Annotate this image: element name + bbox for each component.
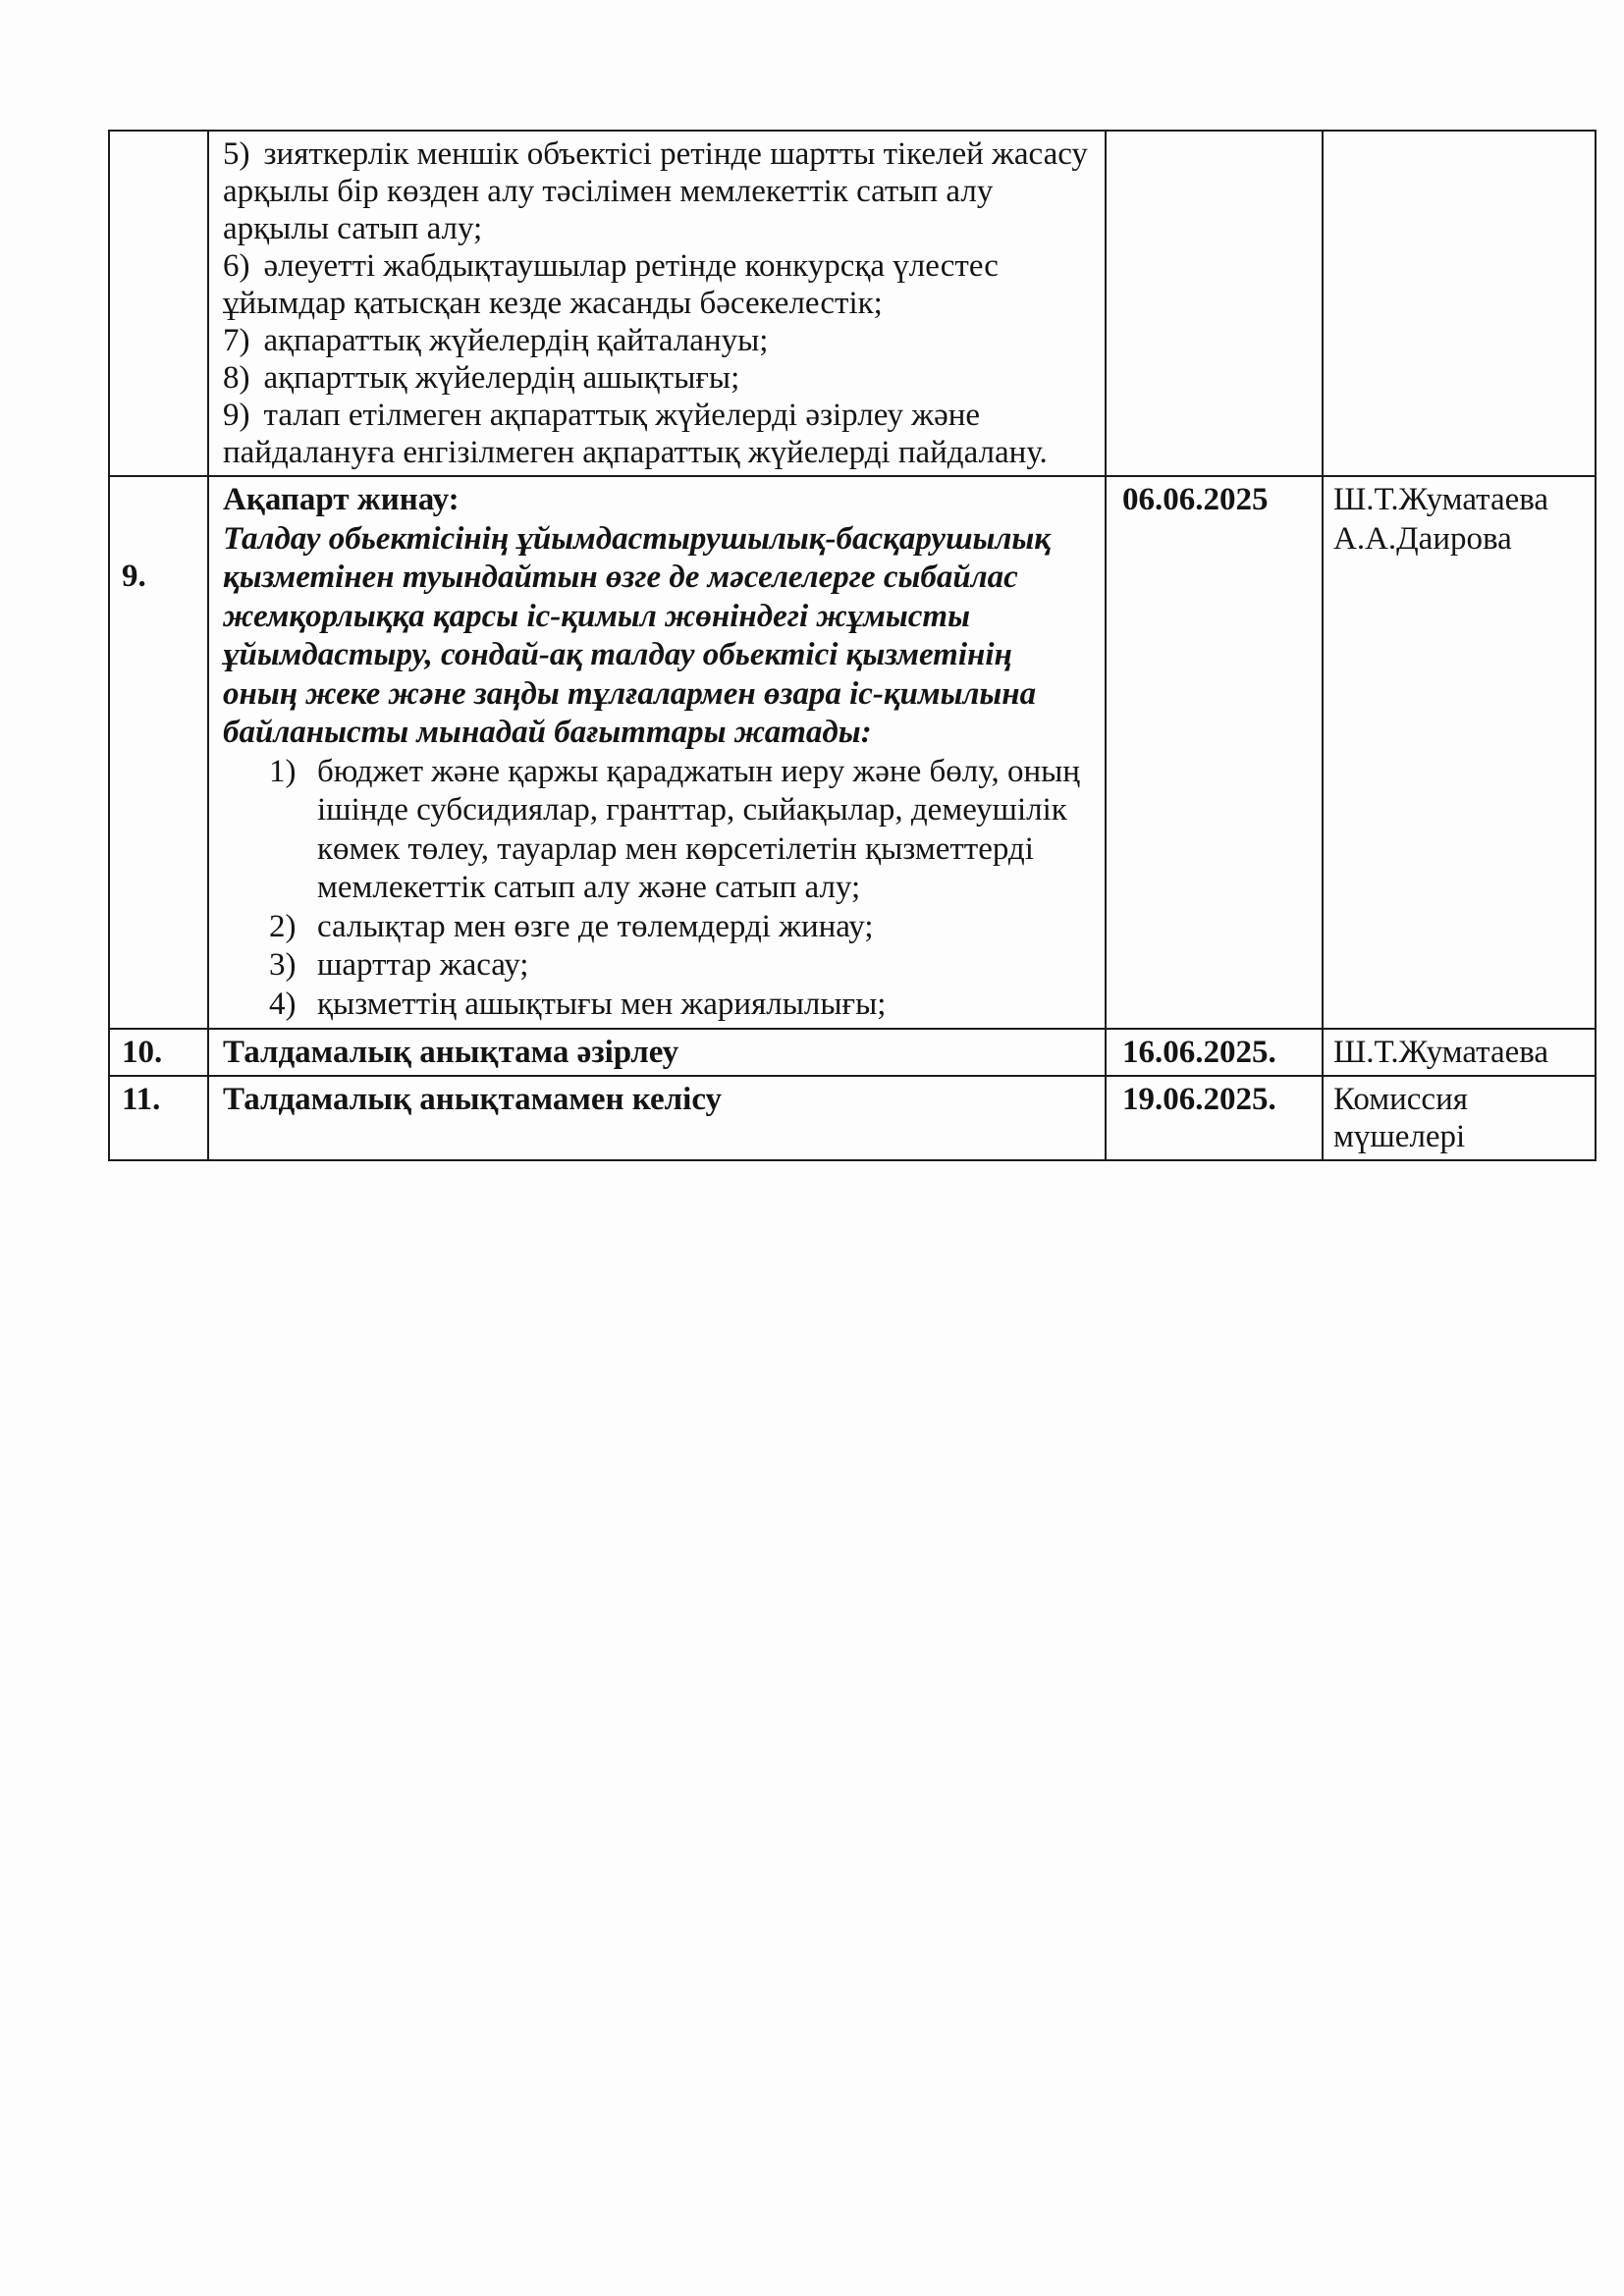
- list-item: [269, 908, 1093, 947]
- table-row: [109, 1076, 1596, 1160]
- list-item-label: 1): [269, 753, 297, 789]
- responsible-person: А.А.Даирова: [1333, 520, 1512, 557]
- responsible-person: Комиссия мүшелері: [1333, 1082, 1468, 1154]
- row-responsible-cell: [1323, 1029, 1596, 1076]
- row-date-cell: 19.06.2025.: [1106, 1076, 1323, 1160]
- row-content-cell: [208, 131, 1106, 476]
- list-item: [223, 359, 1093, 397]
- responsible-person: Ш.Т.Жуматаева: [1333, 482, 1549, 517]
- list-item-label: 6): [223, 248, 250, 284]
- row-responsible-cell: [1323, 1076, 1596, 1160]
- list-item-label: 9): [223, 398, 250, 433]
- list-item-label: 4): [269, 986, 297, 1022]
- row-responsible-cell: [1323, 476, 1596, 1029]
- list-item: [269, 986, 1093, 1025]
- row-number-cell: 11.: [109, 1076, 208, 1160]
- row-number-cell: [109, 131, 208, 476]
- list-item: [223, 397, 1093, 471]
- list-item: [223, 135, 1093, 247]
- row-description: Талдау обьектісінің ұйымдастырушылық-басқарушылық қызметінен туындайтын өзге де мәселелерге сыбайлас жемқорлыққа қарсы іс-қимыл жөніндегі жұмысты ұйымдастыру, сондай-ақ талдау обьектісі қызметінің оның жеке және заңды тұлғалармен өзара іс-қимылына байланысты мынадай бағыттары жатады:: [223, 520, 1052, 750]
- row-date-cell: [1106, 131, 1323, 476]
- responsible-person: Ш.Т.Жуматаева: [1333, 1035, 1549, 1070]
- list-item: [269, 753, 1093, 908]
- list-item-text: талап етілмеген ақпараттық жүйелерді әзірлеу және пайдалануға енгізілмеген ақпараттық жүйелерді пайдалану.: [223, 398, 1048, 470]
- list-item: [223, 322, 1093, 359]
- row-number-cell: 9.: [109, 476, 208, 1029]
- row-responsible-cell: [1323, 131, 1596, 476]
- list-item-text: бюджет және қаржы қараджатын иеру және бөлу, оның ішінде субсидиялар, гранттар, сыйақылар, демеушілік көмек төлеу, тауарлар мен көрсетілетін қызметтерді мемлекеттік сатып алу және сатып алу;: [317, 753, 1080, 905]
- document-page: [108, 130, 1595, 1161]
- list-item-text: зияткерлік меншік объектісі ретінде шартты тікелей жасасу арқылы бір көзден алу тәсілімен мемлекеттік сатып алу арқылы сатып алу;: [223, 136, 1088, 246]
- row-title: Талдамалық анықтама әзірлеу: [208, 1029, 1106, 1076]
- row-title: Ақапарт жинау:: [223, 482, 460, 517]
- list-item-label: 8): [223, 360, 250, 396]
- row-title: Талдамалық анықтамамен келісу: [208, 1076, 1106, 1160]
- list-item-text: қызметтің ашықтығы мен жариялылығы;: [317, 986, 887, 1022]
- list-item-text: ақпарттық жүйелердің ашықтығы;: [263, 360, 740, 396]
- schedule-table: [108, 130, 1597, 1161]
- table-row: [109, 131, 1596, 476]
- list-item-text: ақпараттық жүйелердің қайталануы;: [263, 323, 769, 358]
- row-content-cell: [208, 476, 1106, 1029]
- list-item: [269, 946, 1093, 986]
- list-item-label: 7): [223, 323, 250, 358]
- list-item-text: салықтар мен өзге де төлемдерді жинау;: [317, 908, 874, 944]
- table-row: [109, 1029, 1596, 1076]
- list-item-label: 5): [223, 136, 250, 172]
- table-row: [109, 476, 1596, 1029]
- row-number-cell: 10.: [109, 1029, 208, 1076]
- list-item-label: 2): [269, 908, 297, 944]
- list-item-label: 3): [269, 947, 297, 983]
- list-item-text: шарттар жасау;: [317, 947, 529, 983]
- list-item: [223, 247, 1093, 322]
- list-item-text: әлеуетті жабдықтаушылар ретінде конкурсқа үлестес ұйымдар қатысқан кезде жасанды бәсекелестік;: [223, 248, 999, 321]
- row-date-cell: 16.06.2025.: [1106, 1029, 1323, 1076]
- row-date-cell: 06.06.2025: [1106, 476, 1323, 1029]
